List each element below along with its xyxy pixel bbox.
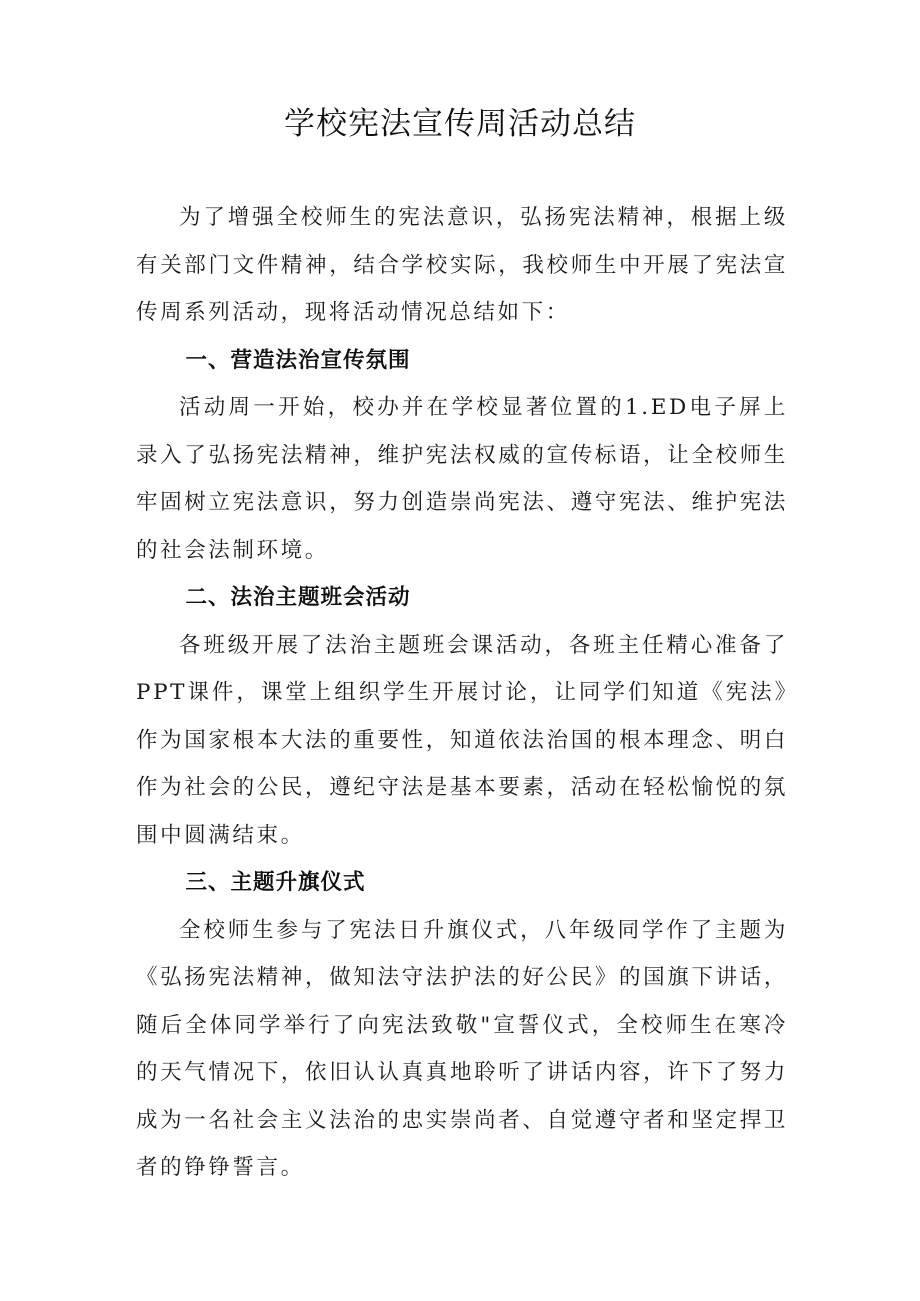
intro-paragraph: 为了增强全校师生的宪法意识，弘扬宪法精神，根据上级有关部门文件精神，结合学校实际，我校师生中开展了宪法宣传周系列活动，现将活动情况总结如下：	[136, 205, 788, 325]
section-body-2: 各班级开展了法治主题班会课活动，各班主任精心准备了PPT课件，课堂上组织学生开展讨论，让同学们知道《宪法》作为国家根本大法的重要性，知道依法治国的根本理念、明白作为社会的公民，遵纪守法是基本要素，活动在轻松愉悦的氛围中圆满结束。	[136, 632, 788, 848]
section-heading-2: 二、法治主题班会活动	[185, 585, 411, 610]
section-heading-3: 三、主题升旗仪式	[185, 870, 366, 895]
section-body-1: 活动周一开始，校办并在学校显著位置的1.ED电子屏上录入了弘扬宪法精神，维护宪法权威的宣传标语，让全校师生牢固树立宪法意识，努力创造崇尚宪法、遵守宪法、维护宪法的社会法制环境。	[136, 395, 788, 563]
section-heading-1: 一、营造法治宣传氛围	[185, 347, 411, 373]
document-title: 学校宪法宣传周活动总结	[284, 106, 636, 142]
section-body-3: 全校师生参与了宪法日升旗仪式，八年级同学作了主题为《弘扬宪法精神，做知法守法护法的好公民》的国旗下讲话，随后全体同学举行了向宪法致敬"宣誓仪式，全校师生在寒冷的天气情况下，依旧认认真真地聆听了讲话内容，许下了努力成为一名社会主义法治的忠实崇尚者、自觉遵守者和坚定捍卫者的铮铮誓言。	[136, 917, 788, 1180]
document-body	[136, 194, 788, 1192]
